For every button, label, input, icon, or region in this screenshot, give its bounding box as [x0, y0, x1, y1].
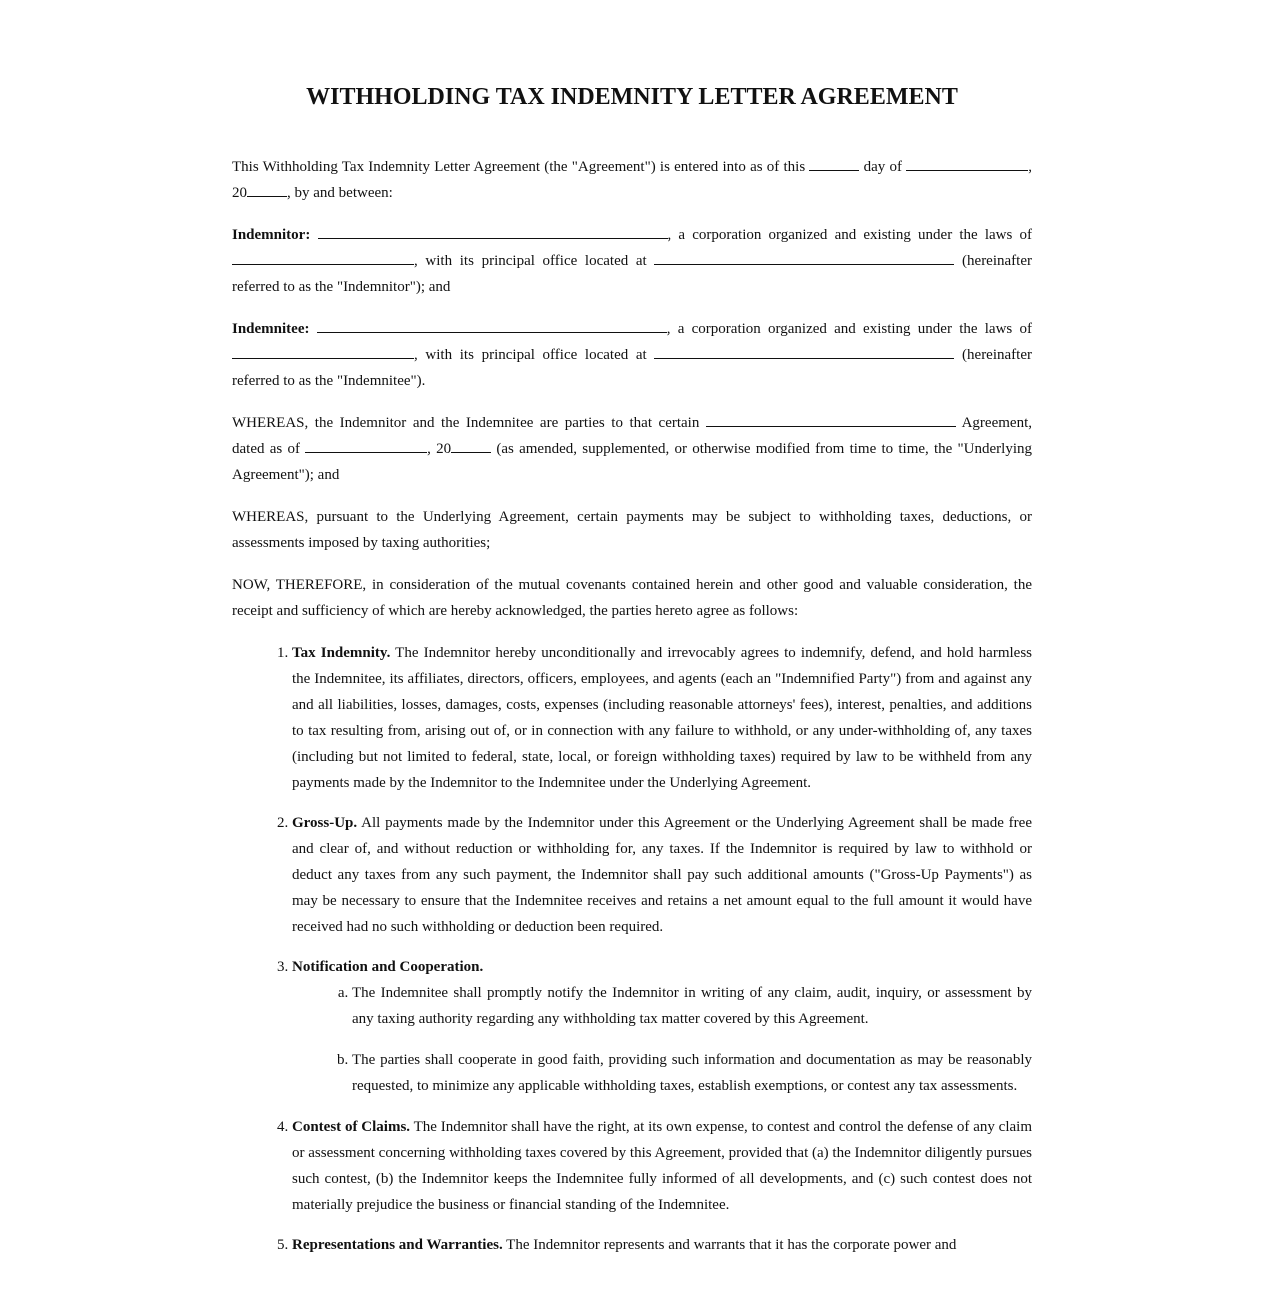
indemnitor-jurisdiction-blank[interactable] [232, 250, 414, 265]
subsection-item: b. The parties shall cooperate in good faith, providing such information and documentation as may be reasonably requested, to minimize any applicable withholding taxes, establish exemptions, or contest any tax assessments. [352, 1047, 1032, 1099]
section-item: 2. Gross-Up. All payments made by the Indemnitor under this Agreement or the Underlying Agreement shall be made free and clear of, and without reduction or withholding for, any taxes. If the Indemnitor is required by law to withhold or deduct any taxes from any such payment, the Indemnitor shall pay such additional amounts ("Gross-Up Payments") as may be necessary to ensure that the Indemnitee receives and retains a net amount equal to the full amount it would have received had no such withholding or deduction been required. [292, 810, 1032, 940]
document-page [232, 0, 1032, 1272]
document-title: WITHHOLDING TAX INDEMNITY LETTER AGREEMENT [306, 84, 958, 110]
subsection-list [292, 980, 1032, 1099]
year-blank[interactable] [247, 182, 287, 197]
month-blank[interactable] [906, 156, 1028, 171]
sections-list [232, 640, 1032, 1258]
whereas-paragraph-1: WHEREAS, the Indemnitor and the Indemnitee are parties to that certain Agreement, dated as of , 20 (as amended, supplemented, or otherwise modified from time to time, the "Underlying Agreement"); and [232, 410, 1032, 488]
indemnitor-name-blank[interactable] [318, 224, 668, 239]
agreement-date-blank[interactable] [305, 438, 427, 453]
indemnitor-paragraph: Indemnitor: , a corporation organized and existing under the laws of , with its principal office located at (hereinafter referred to as the "Indemnitor"); and [232, 222, 1032, 300]
indemnitor-label: Indemnitor: [232, 227, 311, 243]
day-blank[interactable] [809, 156, 859, 171]
subsection-item: a. The Indemnitee shall promptly notify the Indemnitor in writing of any claim, audit, inquiry, or assessment by any taxing authority regarding any withholding tax matter covered by this Agreement. [352, 980, 1032, 1032]
now-therefore-paragraph: NOW, THEREFORE, in consideration of the mutual covenants contained herein and other good and valuable consideration, the receipt and sufficiency of which are hereby acknowledged, the parties hereto agree as follows: [232, 577, 1032, 619]
indemnitee-jurisdiction-blank[interactable] [232, 344, 414, 359]
agreement-year-blank[interactable] [451, 438, 491, 453]
section-item: 1. Tax Indemnity. The Indemnitor hereby unconditionally and irrevocably agrees to indemnify, defend, and hold harmless the Indemnitee, its affiliates, directors, officers, employees, and agents (each an "Indemnified Party") from and against any and all liabilities, losses, damages, costs, expenses (including reasonable attorneys' fees), interest, penalties, and additions to tax resulting from, arising out of, or in connection with any failure to withhold, or any under-withholding of, any taxes (including but not limited to federal, state, local, or foreign withholding taxes) required by law to be withheld from any payments made by the Indemnitor to the Indemnitee under the Underlying Agreement. [292, 640, 1032, 796]
indemnitor-address-blank[interactable] [654, 250, 954, 265]
whereas-paragraph-2: WHEREAS, pursuant to the Underlying Agreement, certain payments may be subject to withholding taxes, deductions, or assessments imposed by taxing authorities; [232, 509, 1032, 551]
intro-paragraph: This Withholding Tax Indemnity Letter Agreement (the "Agreement") is entered into as of this day of , 20 , by and between: [232, 154, 1032, 206]
indemnitee-name-blank[interactable] [317, 318, 667, 333]
agreement-name-blank[interactable] [706, 412, 956, 427]
indemnitee-label: Indemnitee: [232, 321, 310, 337]
indemnitee-paragraph: Indemnitee: , a corporation organized and existing under the laws of , with its principal office located at (hereinafter referred to as the "Indemnitee"). [232, 316, 1032, 394]
indemnitee-address-blank[interactable] [654, 344, 954, 359]
section-item: 4. Contest of Claims. The Indemnitor shall have the right, at its own expense, to contest and control the defense of any claim or assessment concerning withholding taxes covered by this Agreement, provided that (a) the Indemnitor diligently pursues such contest, (b) the Indemnitor keeps the Indemnitee fully informed of all developments, and (c) such contest does not materially prejudice the business or financial standing of the Indemnitee. [292, 1114, 1032, 1218]
section-item: 3. Notification and Cooperation. a. The Indemnitee shall promptly notify the Indemnitor in writing of any claim, audit, inquiry, or assessment by any taxing authority regarding any withholding tax matter covered by this Agreement. b. The parties shall cooperate in good faith, providing such information and documentation as may be reasonably requested, to minimize any applicable withholding taxes, establish exemptions, or contest any tax assessments. [292, 954, 1032, 1099]
section-item: 5. Representations and Warranties. The Indemnitor represents and warrants that it has the corporate power and [292, 1232, 1032, 1258]
